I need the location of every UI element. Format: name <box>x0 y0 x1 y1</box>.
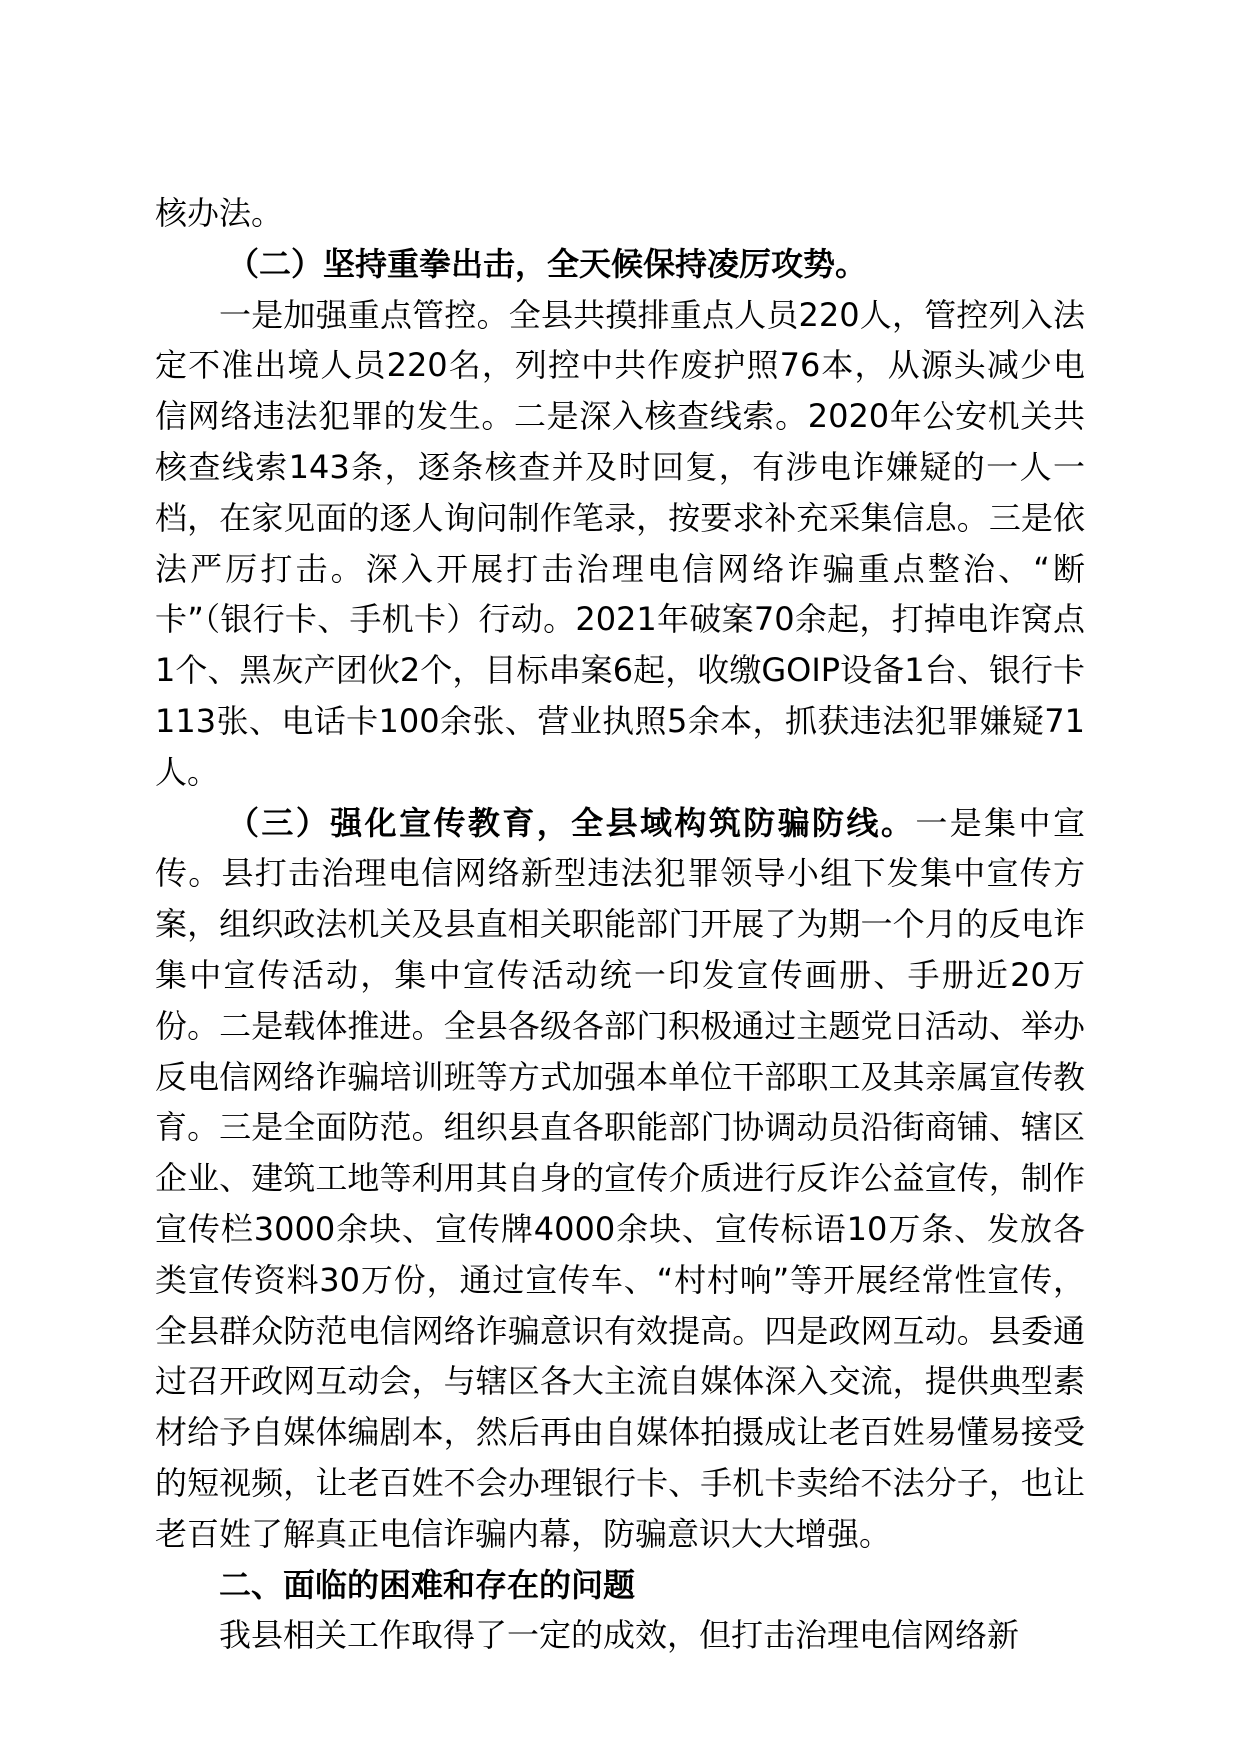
section-heading <box>155 1560 1085 1611</box>
subsection-heading-2 <box>155 239 1085 290</box>
section-heading-text: 二、面临的困难和存在的问题 <box>219 1565 636 1604</box>
paragraph-text: 核办法。 <box>155 194 284 232</box>
subsection-heading-text: （二）坚持重拳出击，全天候保持凌厉攻势。 <box>227 244 868 283</box>
document-body <box>155 188 1085 1661</box>
paragraph-text: 我县相关工作取得了一定的成效，但打击治理电信网络新 <box>219 1616 1020 1655</box>
paragraph-continuation <box>155 188 1085 239</box>
subsection-heading-3 <box>155 798 1085 1560</box>
paragraph-text: 一是加强重点管控。全县共摸排重点人员220人，管控列入法定不准出境人员220名，列控中共作废护照76本，从源头减少电信网络违法犯罪的发生。二是深入核查线索。2020年公安机关共核查线索143条，逐条核查并及时回复，有涉电诈嫌疑的一人一档，在家见面的逐人询问制作笔录，按要求补充采集信息。三是依法严厉打击。深入开展打击治理电信网络诈骗重点整治、“断卡”（银行卡、手机卡）行动。2021年破案70余起，打掉电诈窝点1个、黑灰产团伙2个，目标串案6起，收缴GOIP设备1台、银行卡113张、电话卡100余张、营业执照5余本，抓获违法犯罪嫌疑71人。 <box>155 295 1085 791</box>
paragraph-measures <box>155 290 1085 798</box>
subsection-heading-text: （三）强化宣传教育，全县域构筑防骗防线。 <box>227 803 916 842</box>
paragraph-text: 一是集中宣传。县打击治理电信网络新型违法犯罪领导小组下发集中宣传方案，组织政法机关及县直相关职能部门开展了为期一个月的反电诈集中宣传活动，集中宣传活动统一印发宣传画册、手册近20万份。二是载体推进。全县各级各部门积极通过主题党日活动、举办反电信网络诈骗培训班等方式加强本单位干部职工及其亲属宣传教育。三是全面防范。组织县直各职能部门协调动员沿街商铺、辖区企业、建筑工地等利用其自身的宣传介质进行反诈公益宣传，制作宣传栏3000余块、宣传牌4000余块、宣传标语10万条、发放各类宣传资料30万份，通过宣传车、“村村响”等开展经常性宣传，全县群众防范电信网络诈骗意识有效提高。四是政网互动。县委通过召开政网互动会，与辖区各大主流自媒体深入交流，提供典型素材给予自媒体编剧本，然后再由自媒体拍摄成让老百姓易懂易接受的短视频，让老百姓不会办理银行卡、手机卡卖给不法分子，也让老百姓了解真正电信诈骗内幕，防骗意识大大增强。 <box>155 803 1085 1553</box>
paragraph-problems <box>155 1610 1085 1661</box>
